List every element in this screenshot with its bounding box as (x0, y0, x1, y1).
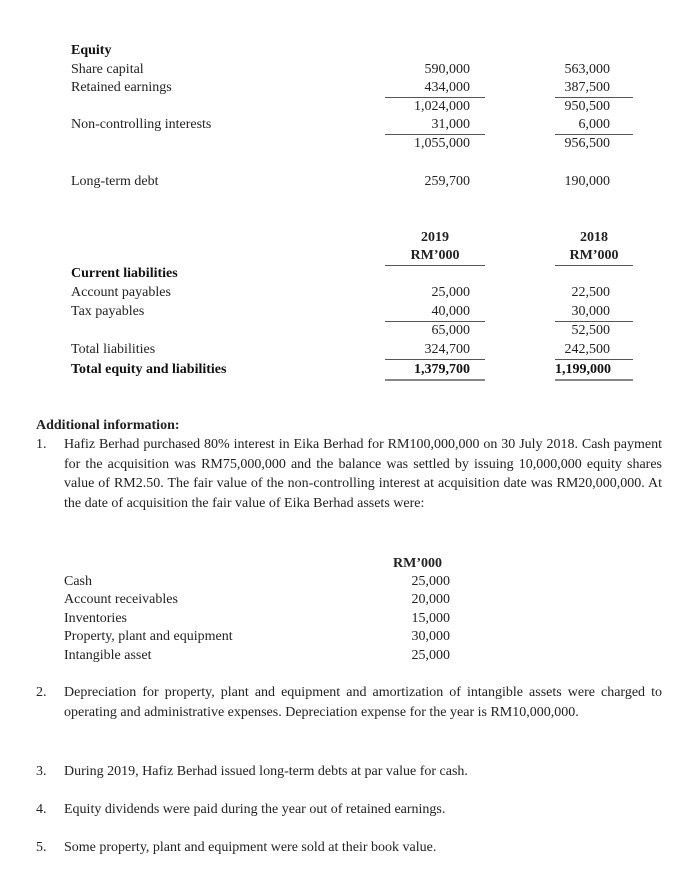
value-2018: 190,000 (564, 174, 610, 189)
asset-row (0, 572, 699, 591)
item-text: Hafiz Berhad purchased 80% interest in Eika Berhad for RM100,000,000 on 30 July 2018. Cash payment for the acquisition was RM75,000,000 and the balance was settled by issuing 10,000,000 equity shares value of RM2.50. The fair value of the non-controlling interest at acquisition date was RM20,000,000. At the date of acquisition the fair value of Eika Berhad assets were: (64, 437, 662, 511)
value-2019: 259,700 (424, 174, 470, 189)
value-2019: 324,700 (424, 342, 470, 357)
list-item (36, 800, 662, 820)
asset-value: 20,000 (411, 592, 450, 607)
asset-label: Property, plant and equipment (64, 629, 233, 644)
header-row (0, 228, 699, 247)
table-row (0, 360, 699, 379)
value-2019: 31,000 (431, 117, 470, 132)
item-text: Some property, plant and equipment were sold at their book value. (64, 840, 437, 855)
subtotal-2019: 1,024,000 (414, 99, 470, 114)
value-2018: 6,000 (578, 117, 610, 132)
table-row (0, 302, 699, 321)
value-2019: 40,000 (431, 304, 470, 319)
year-2018-header: 2018 (580, 230, 608, 245)
item-number: 1. (36, 437, 47, 452)
table-row (0, 115, 699, 134)
table-row (0, 78, 699, 97)
row-label: Total equity and liabilities (71, 362, 227, 377)
asset-label: Cash (64, 574, 92, 589)
row-label: Non-controlling interests (71, 117, 212, 132)
value-2018: 242,500 (564, 342, 610, 357)
value-2018: 22,500 (571, 285, 610, 300)
row-label: Account payables (71, 285, 171, 300)
row-label: Long-term debt (71, 174, 159, 189)
value-2018: 1,199,000 (555, 362, 611, 377)
table-row (0, 97, 699, 116)
asset-label: Intangible asset (64, 648, 152, 663)
subtotal-2019: 65,000 (431, 323, 470, 338)
asset-value: 25,000 (411, 574, 450, 589)
item-text: Equity dividends were paid during the year out of retained earnings. (64, 802, 446, 817)
list-item (36, 838, 662, 858)
row-label: Total liabilities (71, 342, 156, 357)
table-row (0, 283, 699, 302)
value-2018: 563,000 (564, 62, 610, 77)
item-text: During 2019, Hafiz Berhad issued long-term debts at par value for cash. (64, 764, 468, 779)
value-2019: 25,000 (431, 285, 470, 300)
assets-unit-header: RM’000 (393, 556, 442, 571)
subtotal-2018: 52,500 (571, 323, 610, 338)
unit-2019-header: RM’000 (410, 248, 460, 263)
item-text: Depreciation for property, plant and equipment and amortization of intangible assets were charged to operating and administrative expenses. Depreciation expense for the year is RM10,000,000. (64, 685, 662, 720)
total-equity-2018: 956,500 (564, 136, 610, 151)
item-number: 3. (36, 764, 47, 779)
asset-row (0, 627, 699, 646)
item-number: 2. (36, 685, 47, 700)
value-2019: 434,000 (424, 80, 470, 95)
double-underline (385, 379, 485, 381)
subtotal-2018: 950,500 (564, 99, 610, 114)
row-label: Share capital (71, 62, 144, 77)
unit-2018-header: RM’000 (569, 248, 619, 263)
total-equity-2019: 1,055,000 (414, 136, 470, 151)
liabilities-heading-row (0, 264, 699, 283)
asset-label: Account receivables (64, 592, 178, 607)
item-number: 4. (36, 802, 47, 817)
current-liabilities-heading: Current liabilities (71, 266, 178, 281)
table-row (0, 321, 699, 340)
asset-row (0, 590, 699, 609)
assets-header-row (0, 554, 699, 573)
list-item (36, 762, 662, 782)
asset-label: Inventories (64, 611, 127, 626)
table-row (0, 60, 699, 79)
value-2018: 30,000 (571, 304, 610, 319)
asset-row (0, 646, 699, 665)
table-row (0, 340, 699, 359)
asset-row (0, 609, 699, 628)
value-2018: 387,500 (564, 80, 610, 95)
table-row (0, 134, 699, 153)
row-label: Retained earnings (71, 80, 172, 95)
value-2019: 590,000 (424, 62, 470, 77)
value-2019: 1,379,700 (414, 362, 470, 377)
double-underline (555, 379, 633, 381)
year-2019-header: 2019 (421, 230, 449, 245)
asset-value: 15,000 (411, 611, 450, 626)
list-item (36, 683, 662, 722)
table-row (0, 172, 699, 191)
equity-heading-row (0, 41, 699, 60)
item-number: 5. (36, 840, 47, 855)
additional-info-heading: Additional information: (36, 418, 180, 433)
asset-value: 25,000 (411, 648, 450, 663)
equity-heading: Equity (71, 43, 112, 58)
header-row (0, 246, 699, 265)
list-item (36, 435, 662, 513)
row-label: Tax payables (71, 304, 145, 319)
asset-value: 30,000 (411, 629, 450, 644)
